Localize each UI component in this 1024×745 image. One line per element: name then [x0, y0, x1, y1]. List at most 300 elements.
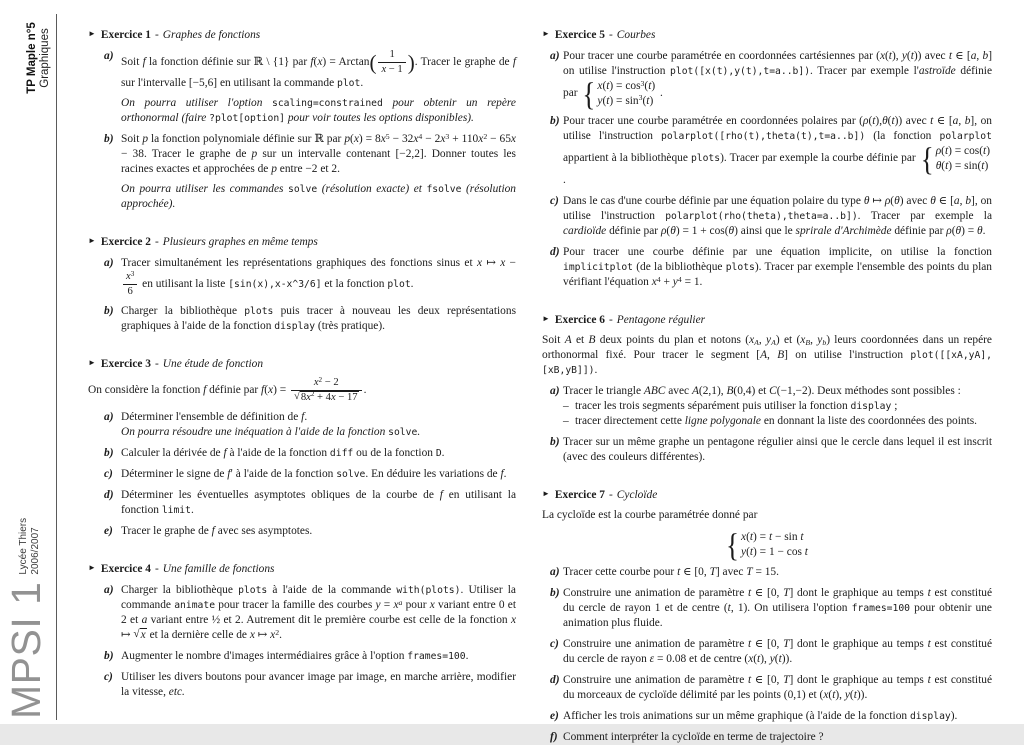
math-variable: θ	[863, 195, 870, 207]
math-variable: t	[748, 638, 752, 650]
inline-code: frames=100	[851, 603, 910, 614]
square-root	[133, 628, 146, 641]
math-variable: y	[901, 50, 907, 62]
inline-code: polarplot([rho(t),theta(t),t=a..b])	[661, 131, 866, 142]
math-variable: x	[440, 133, 446, 145]
math-variable: ρ	[660, 225, 667, 237]
superscript: 2	[275, 627, 280, 637]
radical-sign: √	[133, 628, 140, 640]
exercise	[542, 311, 992, 465]
math-variable: x	[313, 377, 319, 388]
exercise-item	[542, 114, 992, 188]
math-variable: f	[223, 447, 227, 459]
paragraph-text: Tracer le graphe de f avec ses asymptotes.	[121, 525, 313, 537]
paragraph-text	[724, 526, 810, 563]
school-year-block	[18, 518, 42, 575]
math-variable: T	[783, 674, 790, 686]
math-variable: θ	[977, 225, 983, 237]
math-variable: t	[748, 674, 752, 686]
math-variable: b	[965, 195, 972, 207]
math-variable: t	[944, 145, 949, 157]
math-variable: t	[910, 50, 914, 62]
math-variable: t	[606, 94, 610, 107]
math-variable: t	[832, 689, 836, 701]
paragraph-text: Utiliser les divers boutons pour avancer image par image, en marche arrière, modifier la vitesse, etc.	[121, 671, 516, 698]
paragraph-text: La cycloïde est la courbe paramétrée donné par	[542, 509, 758, 521]
exercise	[542, 26, 992, 290]
square-root	[294, 391, 359, 403]
radicand	[140, 628, 147, 641]
exercise-item	[542, 435, 992, 465]
math-variable: t	[727, 602, 731, 614]
exercise-item	[542, 637, 992, 667]
paragraph-text: Soit A et B deux points du plan et notons ($x_A$, $y_A$) et ($x_B$, $y_b$) leurs coordonnées dans un repére orthonormal fixé. Pour tracer le segment [A, B] on utilise l'instruction plot([[xA,yA],[xB,yB]]).	[542, 334, 992, 376]
exercise-item	[542, 384, 992, 399]
math-variable: x	[741, 531, 747, 543]
cases-rows	[936, 144, 990, 173]
math-variable: t	[800, 531, 804, 543]
math-variable: f	[310, 56, 314, 69]
math-variable: f	[211, 525, 215, 537]
item-label: a)	[104, 584, 114, 596]
exercise-item	[88, 256, 516, 298]
cases-row: $y(t) = \sin^3(t)$	[597, 93, 654, 107]
separator: -	[155, 358, 159, 370]
paragraph-text: Déterminer l'ensemble de définition de f.	[121, 411, 308, 423]
dash-item	[542, 414, 992, 429]
math-variable: A	[691, 385, 699, 397]
exercise-number: Exercice 7	[554, 489, 605, 501]
paragraph-text: tracer directement cette ligne polygonale en donnant la liste des coordonnées des points.	[575, 415, 978, 427]
item-label: e)	[104, 525, 113, 537]
math-variable: x	[306, 391, 311, 403]
math-variable: etc.	[168, 686, 185, 698]
radicand: $8x^2 + 4x - 17$	[300, 390, 358, 403]
math-variable: y	[766, 334, 772, 346]
math-variable: t	[677, 566, 681, 578]
denominator: x − 1	[381, 63, 403, 75]
math-variable: t	[891, 115, 895, 127]
item-label: –	[563, 400, 569, 412]
math-variable: f	[512, 56, 516, 69]
sidebar-header	[26, 13, 52, 103]
math-variable: y	[817, 334, 823, 346]
exercise-item	[88, 583, 516, 643]
math-variable: x	[651, 276, 657, 288]
exercise-item	[542, 709, 992, 724]
math-variable: θ	[894, 195, 900, 207]
denominator	[291, 391, 362, 405]
math-variable: B	[726, 385, 734, 397]
subscript: B	[805, 337, 811, 347]
math-variable: t	[872, 115, 876, 127]
math-variable: θ	[930, 195, 936, 207]
math-variable: C	[769, 385, 777, 397]
exercise-title: Cycloïde	[616, 489, 658, 501]
math-variable: t	[748, 587, 752, 599]
numerator	[123, 271, 137, 285]
math-variable: t	[930, 115, 934, 127]
math-variable: b	[982, 50, 989, 62]
triangle-marker: ►	[88, 358, 96, 367]
paragraph-text: Déterminer les éventuelles asymptotes obliques de la courbe de f en utilisant la fonction limit.	[121, 489, 517, 516]
math-variable: x	[597, 80, 603, 92]
tp-subtitle: Graphiques	[39, 28, 51, 88]
math-variable: t	[648, 80, 652, 92]
remark-note	[88, 182, 516, 212]
math-variable: x	[249, 629, 255, 641]
math-variable: y	[597, 94, 603, 107]
paragraph-text: On pourra résoudre une inéquation à l'aide de la fonction solve.	[121, 426, 421, 438]
math-variable: t	[981, 159, 985, 172]
display-equation	[542, 526, 992, 563]
exercise-item	[88, 649, 516, 664]
exercise-header	[88, 355, 516, 372]
math-variable: x	[268, 384, 274, 397]
sidebar-footer	[3, 517, 49, 719]
exercise-title: Une étude de fonction	[162, 358, 264, 370]
math-variable: x	[317, 56, 323, 69]
math-variable: x	[270, 629, 276, 641]
math-variable: ρ	[935, 145, 942, 157]
math-variable: t	[853, 689, 857, 701]
item-label: f)	[550, 731, 558, 743]
inline-code: plot([x(t),y(t),t=a..b])	[670, 66, 811, 77]
inline-code: display	[909, 711, 951, 722]
cases-system: { $x(t) = \cos^3(t)$ $y(t) = \sin^3(t)$	[582, 75, 656, 112]
inline-code: display	[850, 401, 892, 412]
math-variable: t	[927, 674, 931, 686]
cases-row: x(t) = t − sin t	[741, 531, 804, 543]
exercise-header	[542, 311, 992, 328]
inline-code: polarplot(rho(theta),theta=a..b])	[665, 211, 858, 222]
intro-paragraph	[542, 508, 992, 523]
math-variable: astroïde	[918, 65, 956, 77]
fraction-core	[378, 49, 405, 76]
math-variable: x	[393, 599, 399, 611]
separator: -	[609, 314, 613, 326]
exercise-number: Exercice 5	[554, 29, 605, 41]
math-variable: A	[564, 334, 572, 346]
superscript: 3	[130, 269, 135, 278]
left-column	[88, 26, 516, 700]
math-variable: t	[948, 50, 952, 62]
inline-code: fsolve	[426, 184, 462, 195]
item-label: c)	[550, 195, 559, 207]
paragraph-text: Pour tracer une courbe définie par une équation implicite, on utilise la fonction implicitplot (de la bibliothèque plots). Tracer par exemple l'ensemble des points du plan vérifiant l'équation $x^4 + y^4 = 1$.	[563, 246, 992, 288]
exercise-item	[88, 49, 516, 91]
inline-code: limit	[161, 505, 191, 516]
math-variable: θ	[935, 159, 942, 172]
math-variable: t	[983, 145, 987, 157]
item-label: a)	[104, 411, 114, 423]
item-label: –	[563, 415, 569, 427]
exercise-item	[542, 245, 992, 290]
paragraph-text: Calculer la dérivée de f à l'aide de la fonction diff ou de la fonction D.	[121, 447, 445, 459]
math-variable: t	[749, 531, 754, 543]
exercise-item	[542, 586, 992, 631]
math-variable: T	[783, 638, 790, 650]
exercise-number: Exercice 4	[100, 563, 151, 575]
item-label: e)	[550, 710, 559, 722]
paragraph-text: Tracer cette courbe pour t ∈ [0, T] avec T = 15.	[563, 566, 779, 578]
math-variable: ligne polygonale	[684, 415, 761, 427]
superscript: a	[398, 597, 403, 607]
paragraph-text: Déterminer le signe de f′ à l'aide de la fonction solve. En déduire les variations de f.	[121, 468, 507, 480]
exercise-title: Pentagone régulier	[616, 314, 706, 326]
math-variable: p	[344, 133, 351, 145]
math-variable: y	[375, 599, 381, 611]
exercise-item	[88, 132, 516, 177]
inline-code: animate	[174, 600, 216, 611]
inline-code: [sin(x),x-x^3/6]	[228, 279, 322, 291]
math-variable: T	[746, 566, 753, 578]
paragraph-text: Afficher les trois animations sur un même graphique (à l'aide de la fonction display).	[563, 710, 958, 722]
inline-code: scaling=constrained	[272, 98, 383, 109]
math-variable: ρ	[862, 115, 869, 127]
math-variable: t	[804, 545, 808, 558]
exercise-number: Exercice 6	[554, 314, 605, 326]
math-variable: f	[439, 489, 443, 501]
open-paren: (	[369, 50, 377, 75]
triangle-marker: ►	[542, 29, 550, 38]
superscript: 2	[318, 375, 323, 384]
math-variable: ρ	[884, 195, 891, 207]
exercise-item	[88, 467, 516, 482]
paragraph-text: Tracer simultanément les représentations graphiques des fonctions sinus et x ↦ x − $\frac{x^3}{6}$ en utilisant la liste [sin(x),x-x^3/6] et la fonction plot.	[121, 257, 516, 297]
inline-code: implicitplot	[563, 262, 633, 273]
triangle-marker: ►	[88, 29, 96, 38]
inline-code: plots	[690, 153, 721, 165]
inline-code: frames=100	[407, 651, 466, 662]
exercise-header	[542, 26, 992, 43]
paragraph-text: Pour tracer une courbe paramétrée en coordonnées polaires par (ρ(t),θ(t)) avec t ∈ [a, b], on utilise l'instruction polarplot([rho(t),theta(t),t=a..b]) (la fonction polarplot appartient à la bibliothèque plots). Tracer par exemple la courbe définie par { ρ(t) = cos(t) θ(t) = sin(t) .	[563, 115, 992, 186]
cases-rows	[597, 79, 655, 108]
math-variable: x	[126, 271, 131, 282]
inline-code: plots	[238, 585, 268, 596]
fraction-core	[291, 377, 362, 404]
math-variable: T	[709, 566, 716, 578]
separator: -	[609, 29, 613, 41]
math-variable: t	[646, 94, 650, 107]
paragraph-text: tracer les trois segments séparément puis utiliser la fonction display ;	[575, 400, 898, 412]
math-variable: x	[500, 257, 506, 269]
exercise-item	[542, 565, 992, 580]
math-variable: t	[768, 531, 773, 543]
math-variable: t	[927, 638, 931, 650]
math-variable: ε	[649, 653, 655, 665]
item-label: a)	[104, 50, 114, 62]
exercise	[88, 233, 516, 334]
item-label: b)	[104, 447, 114, 459]
superscript: 2	[483, 131, 488, 141]
math-variable: B	[777, 349, 785, 361]
math-variable: t	[749, 545, 754, 558]
math-variable: f	[500, 468, 504, 480]
separator: -	[155, 563, 159, 575]
math-variable: t	[757, 653, 761, 665]
math-variable: f	[301, 411, 305, 423]
math-variable: x	[353, 133, 359, 145]
math-variable: x	[380, 133, 386, 145]
math-variable: x	[330, 391, 336, 403]
cases-system: { x(t) = t − sin t y(t) = 1 − cos t	[726, 526, 808, 563]
cases-system: { ρ(t) = cos(t) θ(t) = sin(t)	[920, 140, 990, 177]
superscript: 3	[445, 131, 450, 141]
separator: -	[155, 236, 159, 248]
math-variable: x	[749, 334, 755, 346]
paragraph-text: On pourra utiliser l'option scaling=constrained pour obtenir un repère orthonormal (faire ?plot[option] pour voir toutes les options disponibles).	[121, 97, 516, 124]
paragraph-text: Pour tracer une courbe paramétrée en coordonnées cartésiennes par (x(t), y(t)) avec t ∈ [a, b] on utilise l'instruction plot([x(t),y(t),t=a..b]). Tracer par exemple l'astroïde définie par { $x(t) = \cos^3(t)$ $y(t) = \sin^3(t)$ .	[563, 50, 993, 112]
intro-paragraph	[542, 333, 992, 378]
cases-rows	[741, 530, 808, 559]
math-variable: x	[879, 50, 885, 62]
math-variable: f	[227, 468, 231, 480]
remark-note	[88, 96, 516, 126]
intro-paragraph	[88, 377, 516, 404]
exercise-number: Exercice 3	[100, 358, 151, 370]
class-name: MPSI 1	[3, 581, 49, 719]
math-variable: x	[748, 653, 754, 665]
math-variable: x	[413, 133, 419, 145]
item-label: a)	[550, 566, 560, 578]
exercise-item	[88, 304, 516, 334]
exercise-title: Graphes de fonctions	[162, 29, 261, 41]
item-label: d)	[550, 246, 560, 258]
triangle-marker: ►	[542, 314, 550, 323]
exercise-number: Exercice 2	[100, 236, 151, 248]
math-variable: x	[476, 257, 483, 269]
math-variable: t	[778, 653, 782, 665]
exercise-item	[88, 524, 516, 539]
item-label: c)	[104, 468, 113, 480]
exercise-item	[88, 410, 516, 425]
superscript: 5	[385, 131, 390, 141]
math-variable: f	[142, 56, 146, 69]
math-variable: cardioïde	[563, 225, 607, 237]
tp-title: TP Maple n°5	[26, 22, 38, 94]
paragraph-text: Tracer sur un même graphe un pentagone régulier ainsi que le cercle dans lequel il est inscrit (avec des couleurs différentes).	[563, 436, 992, 463]
math-variable: p	[251, 148, 258, 160]
cases-row: ρ(t) = cos(t)	[935, 145, 990, 157]
item-label: a)	[104, 257, 114, 269]
math-variable: t	[606, 80, 610, 92]
fraction	[289, 375, 364, 403]
inline-code: display	[274, 321, 316, 332]
math-variable: T	[783, 587, 790, 599]
exercise-title: Courbes	[616, 29, 656, 41]
superscript: 4	[656, 274, 661, 284]
math-variable: f	[203, 384, 207, 397]
paragraph-text: Construire une animation de paramètre t ∈ [0, T] dont le graphique au temps t est constitué du cercle de rayon ε = 0.08 et de centre (x(t), y(t)).	[563, 638, 992, 665]
denominator: 6	[127, 285, 133, 297]
exercise-item	[542, 673, 992, 703]
superscript: 3	[638, 93, 643, 103]
paragraph-text: Construire une animation de paramètre t ∈ [0, T] dont le graphique au temps t est constitué du morceaux de cycloïde délimité par les points (0,1) et (x(t), y(t)).	[563, 674, 992, 701]
item-label: b)	[104, 650, 114, 662]
math-variable: ρ	[946, 225, 952, 237]
inline-code: plots	[244, 306, 274, 317]
exercise-item	[542, 730, 992, 745]
item-label: d)	[104, 489, 114, 501]
math-variable: B	[588, 334, 596, 346]
subscript: b	[822, 337, 827, 347]
exercise-item	[88, 446, 516, 461]
separator: -	[155, 29, 159, 41]
math-variable: A	[760, 349, 768, 361]
item-label: a)	[550, 50, 560, 62]
radical-sign: √	[293, 390, 300, 402]
math-variable: a	[970, 50, 977, 62]
exercise-title: Plusieurs graphes en même temps	[162, 236, 318, 248]
paragraph-text: Dans le cas d'une courbe définie par une équation polaire du type θ ↦ ρ(θ) avec θ ∈ [a, b], on utilise l'instruction polarplot(rho(theta),theta=a..b]). Tracer par exemple la cardioïde définie par ρ(θ) = 1 + cos(θ) ainsi que le sprirale d'Archimède définie par ρ(θ) = θ.	[563, 195, 992, 237]
fraction	[121, 269, 139, 297]
exercise	[88, 355, 516, 539]
math-variable: p	[271, 163, 277, 175]
numerator: $x^2 - 2$	[291, 377, 362, 391]
exercise-header	[88, 233, 516, 250]
math-variable: x	[823, 689, 829, 701]
fraction-core	[123, 271, 137, 298]
exercise-number: Exercice 1	[100, 29, 151, 41]
math-variable: θ	[728, 225, 735, 237]
math-variable: b	[964, 115, 971, 127]
math-variable: x	[429, 599, 435, 611]
math-variable: x	[381, 63, 387, 75]
math-variable: x	[800, 334, 806, 346]
math-variable: θ	[670, 225, 676, 237]
math-variable: y	[844, 689, 850, 701]
exercise-title: Une famille de fonctions	[162, 563, 275, 575]
subscript: A	[771, 337, 776, 347]
inline-code: ?plot[option]	[209, 113, 285, 124]
inline-code: D	[435, 448, 442, 459]
math-variable: p	[142, 133, 149, 145]
inline-code: solve	[288, 184, 318, 195]
paragraph-text: Soit p la fonction polynomiale définie sur ℝ par $p(x) = 8x^5 - 32x^4 - 2x^3 + 110x^2 - 65x - 38$. Tracer le graphe de p sur un intervalle contenant [−2,2]. Donner toutes les racines exactes et approchées de p entre −2 et 2.	[121, 131, 516, 175]
math-variable: sprirale d'Archimède	[795, 225, 892, 237]
exercise-item	[88, 670, 516, 700]
math-variable: x	[510, 133, 516, 145]
dash-item	[542, 399, 992, 414]
paragraph-text: On pourra utiliser les commandes solve (résolution exacte) et fsolve (résolution approchée).	[121, 183, 517, 210]
math-variable: y	[672, 276, 678, 288]
exercise-header	[88, 26, 516, 43]
inline-code: with(plots)	[396, 585, 461, 596]
math-variable: t	[945, 159, 949, 172]
item-label: c)	[550, 638, 559, 650]
item-label: a)	[550, 385, 560, 397]
inline-code: polarplot	[939, 131, 992, 142]
item-label: b)	[104, 305, 114, 317]
item-label: b)	[550, 115, 560, 127]
item-label: d)	[550, 674, 560, 686]
numerator: 1	[378, 49, 405, 63]
paragraph-text: Construire une animation de paramètre t ∈ [0, T] dont le graphique au temps t est constitué du cercle de rayon 1 et de centre (t, 1). On utilisera l'option frames=100 pour obtenir une animation plus fluide.	[563, 587, 992, 629]
math-variable: f	[261, 384, 265, 397]
superscript: 3	[640, 78, 645, 88]
exercise-item	[542, 49, 993, 112]
math-variable: ABC	[643, 385, 666, 397]
triangle-marker: ►	[542, 489, 550, 498]
math-variable: x	[510, 614, 516, 626]
separator: -	[609, 489, 613, 501]
inline-code: diff	[329, 448, 354, 459]
math-variable: y	[769, 653, 775, 665]
math-variable: x	[478, 133, 484, 145]
exercise-header	[88, 560, 516, 577]
triangle-marker: ►	[88, 563, 96, 572]
